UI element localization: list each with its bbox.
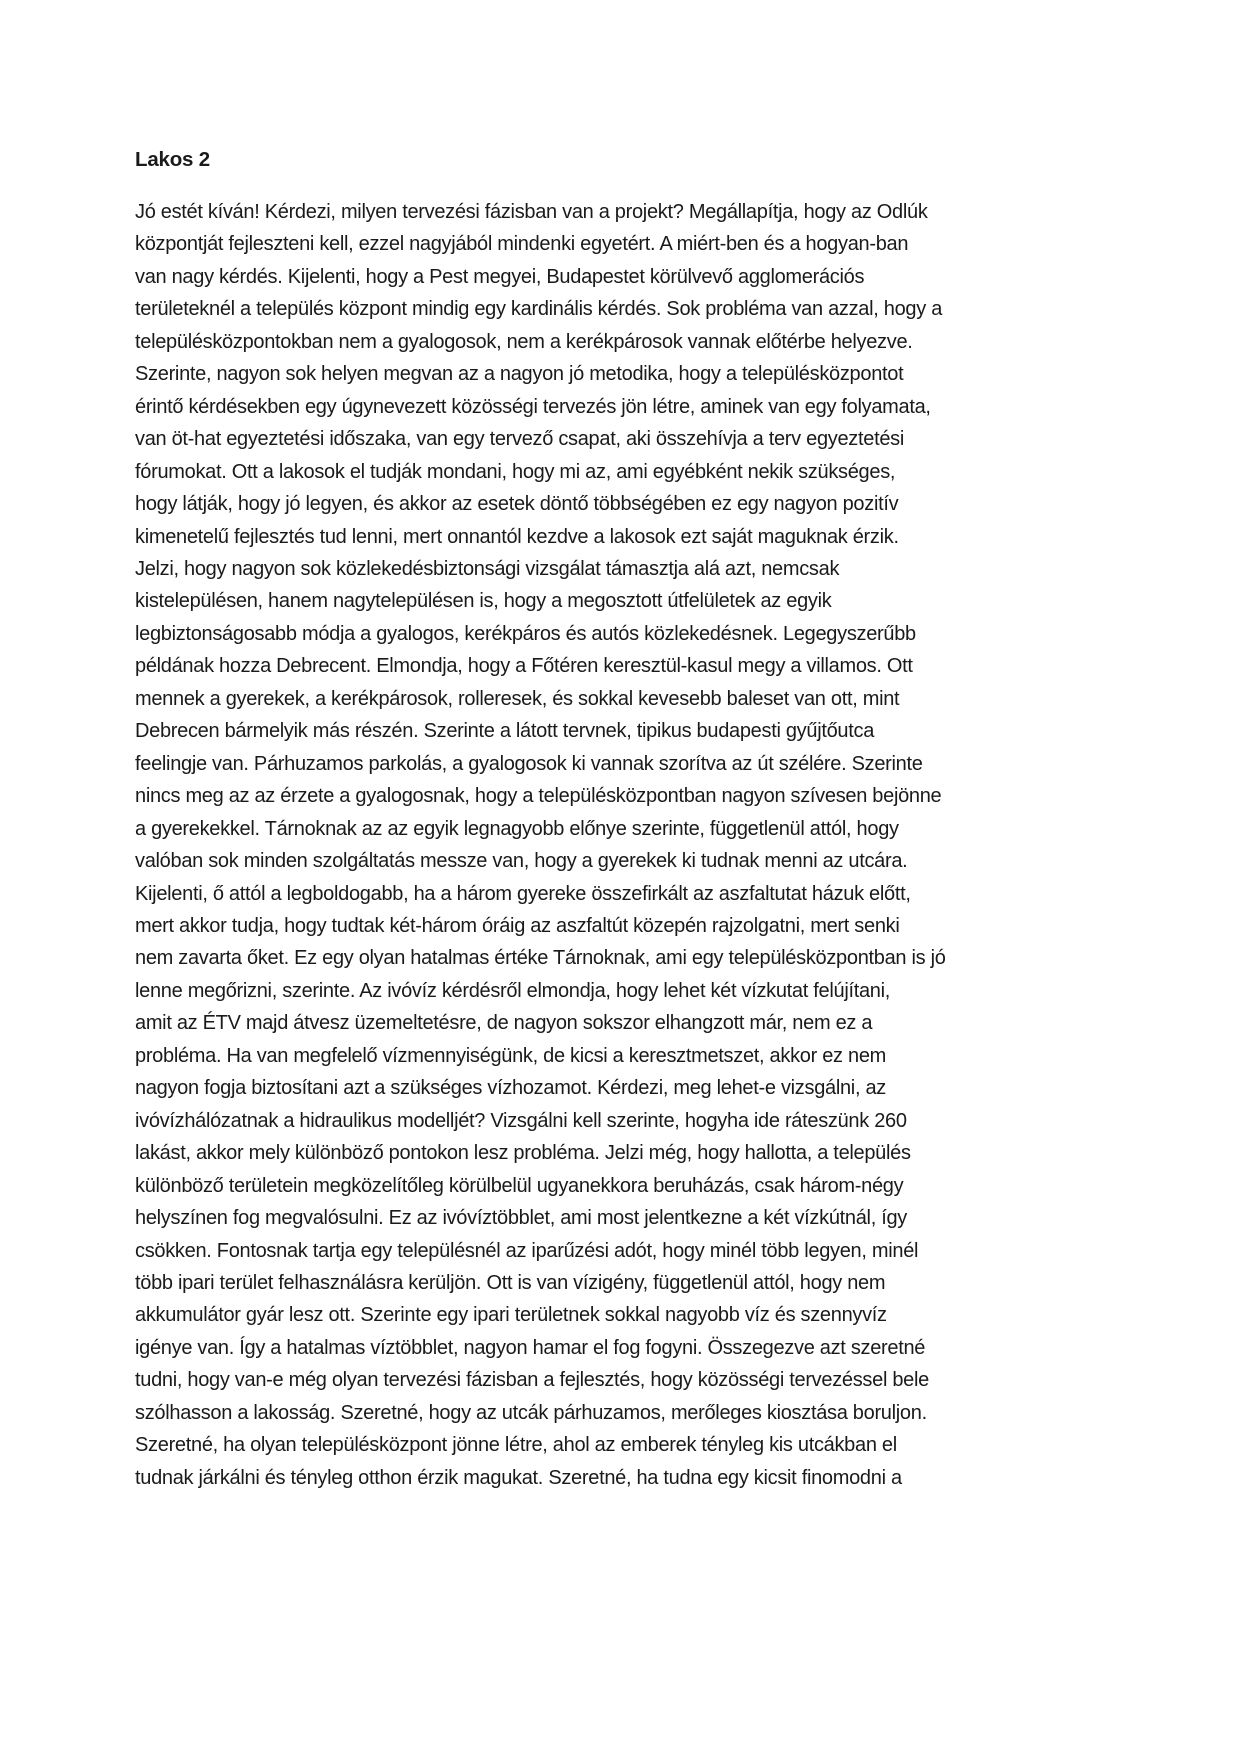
text-line: példának hozza Debrecent. Elmondja, hogy a Főtéren keresztül-kasul megy a villamos. Ott [135,655,913,678]
text-line: igénye van. Így a hatalmas víztöbblet, nagyon hamar el fog fogyni. Összegezve azt szeretné [135,1336,926,1359]
text-line: mennek a gyerekek, a kerékpárosok, rolleresek, és sokkal kevesebb baleset van ott, mint [135,687,900,710]
text-line: kimenetelű fejlesztés tud lenni, mert onnantól kezdve a lakosok ezt saját maguknak érzik. [135,525,899,548]
text-line: Jelzi, hogy nagyon sok közlekedésbiztonsági vizsgálat támasztja alá azt, nemcsak [135,557,840,580]
text-line: lakást, akkor mely különböző pontokon lesz probléma. Jelzi még, hogy hallotta, a település [135,1142,911,1165]
text-line: Szerinte, nagyon sok helyen megvan az a nagyon jó metodika, hogy a településközpontot [135,363,904,386]
text-line: valóban sok minden szolgáltatás messze van, hogy a gyerekek ki tudnak menni az utcára. [135,850,908,873]
text-line: probléma. Ha van megfelelő vízmennyiségünk, de kicsi a keresztmetszet, akkor ez nem [135,1044,886,1067]
text-line: legbiztonságosabb módja a gyalogos, kerékpáros és autós közlekedésnek. Legegyszerűbb [135,622,916,645]
document-body [135,196,1135,1494]
text-line: van nagy kérdés. Kijelenti, hogy a Pest megyei, Budapestet körülvevő agglomerációs [135,265,865,288]
text-line: fórumokat. Ott a lakosok el tudják mondani, hogy mi az, ami egyébként nekik szükséges, [135,460,896,483]
text-line: különböző területein megközelítőleg körülbelül ugyanekkora beruházás, csak három-négy [135,1174,904,1197]
text-line: központját fejleszteni kell, ezzel nagyjából mindenki egyetért. A miért-ben és a hogyan-ban [135,233,909,256]
text-line: feelingje van. Párhuzamos parkolás, a gyalogosok ki vannak szorítva az út szélére. Szerinte [135,752,923,775]
text-line: szólhasson a lakosság. Szeretné, hogy az utcák párhuzamos, merőleges kiosztása boruljon. [135,1401,927,1424]
text-line: helyszínen fog megvalósulni. Ez az ivóvíztöbblet, ami most jelentkezne a két vízkútnál, így [135,1207,907,1230]
text-line: tudni, hogy van-e még olyan tervezési fázisban a fejlesztés, hogy közösségi tervezéssel bele [135,1369,929,1392]
text-line: mert akkor tudja, hogy tudtak két-három óráig az aszfaltút közepén rajzolgatni, mert senki [135,914,900,937]
text-line: tudnak járkálni és tényleg otthon érzik magukat. Szeretné, ha tudna egy kicsit finomodni a [135,1466,902,1489]
text-line: ivóvízhálózatnak a hidraulikus modelljét? Vizsgálni kell szerinte, hogyha ide ráteszünk 260 [135,1109,907,1132]
document-heading: Lakos 2 [135,148,210,171]
text-line: Jó estét kíván! Kérdezi, milyen tervezési fázisban van a projekt? Megállapítja, hogy az Odlúk [135,201,928,223]
text-line: nagyon fogja biztosítani azt a szükséges vízhozamot. Kérdezi, meg lehet-e vizsgálni, az [135,1077,886,1100]
text-line: hogy látják, hogy jó legyen, és akkor az esetek döntő többségében ez egy nagyon pozitív [135,493,899,516]
text-line: kistelepülésen, hanem nagytelepülésen is, hogy a megosztott útfelületek az egyik [135,590,832,613]
text-line: Debrecen bármelyik más részén. Szerinte a látott tervnek, tipikus budapesti gyűjtőutca [135,720,875,743]
text-line: érintő kérdésekben egy úgynevezett közösségi tervezés jön létre, aminek van egy folyamata, [135,395,931,418]
text-line: nincs meg az az érzete a gyalogosnak, hogy a településközpontban nagyon szívesen bejönne [135,785,942,808]
text-line: csökken. Fontosnak tartja egy településnél az iparűzési adót, hogy minél több legyen, minél [135,1239,919,1262]
text-line: Szeretné, ha olyan településközpont jönne létre, ahol az emberek tényleg kis utcákban el [135,1434,897,1457]
text-line: lenne megőrizni, szerinte. Az ivóvíz kérdésről elmondja, hogy lehet két vízkutat felújítani, [135,979,891,1002]
text-line: Kijelenti, ő attól a legboldogabb, ha a három gyereke összefirkált az aszfaltutat házuk előtt, [135,882,911,905]
text-line: több ipari terület felhasználásra kerüljön. Ott is van vízigény, függetlenül attól, hogy nem [135,1271,886,1294]
text-line: településközpontokban nem a gyalogosok, nem a kerékpárosok vannak előtérbe helyezve. [135,330,913,353]
text-line: amit az ÉTV majd átvesz üzemeltetésre, de nagyon sokszor elhangzott már, nem ez a [135,1012,873,1035]
text-line: a gyerekekkel. Tárnoknak az az egyik legnagyobb előnye szerinte, függetlenül attól, hogy [135,817,899,840]
text-line: területeknél a település központ mindig egy kardinális kérdés. Sok probléma van azzal, hogy a [135,298,943,321]
text-line: nem zavarta őket. Ez egy olyan hatalmas értéke Tárnoknak, ami egy településközpontban is jó [135,947,946,970]
text-line: akkumulátor gyár lesz ott. Szerinte egy ipari területnek sokkal nagyobb víz és szennyvíz [135,1304,887,1327]
text-line: van öt-hat egyeztetési időszaka, van egy tervező csapat, aki összehívja a terv egyeztetési [135,428,904,451]
